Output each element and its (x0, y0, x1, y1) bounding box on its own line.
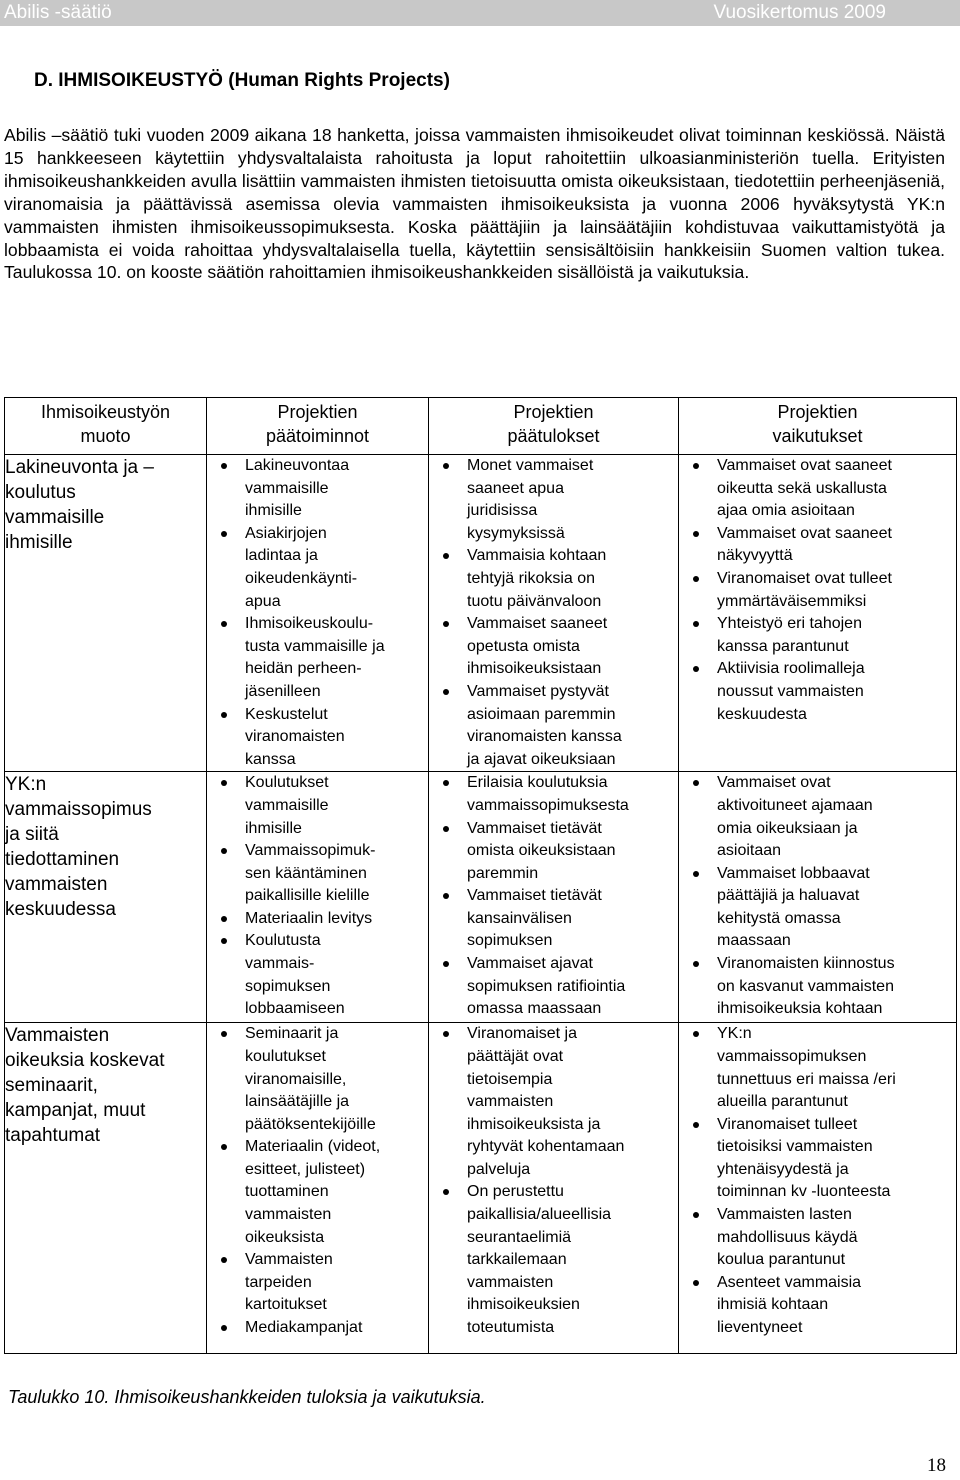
list-item: Ihmisoikeuskoulu- tusta vammaisille ja heidän perheen- jäsenilleen (207, 613, 428, 703)
activities-cell (207, 455, 429, 772)
list-item: Materiaalin (videot, esitteet, julisteet) tuottaminen vammaisten oikeuksista (207, 1136, 428, 1249)
list-item: Vammaiset tietävät omista oikeuksistaan paremmin (429, 818, 678, 886)
header-text: päätoiminnot (265, 426, 370, 446)
table-caption: Taulukko 10. Ihmisoikeushankkeiden tuloksia ja vaikutuksia. (8, 1387, 486, 1407)
list-item: Vammaiset tietävät kansainvälisen sopimuksen (429, 885, 678, 953)
table-row (5, 1023, 957, 1354)
header-cell-impacts (679, 398, 957, 455)
table-row (5, 455, 957, 772)
impacts-list (679, 1023, 956, 1339)
activities-list (207, 772, 428, 1021)
list-item: Vammaisten lasten mahdollisuus käydä koulua parantunut (679, 1204, 956, 1272)
list-item: Seminaarit ja koulutukset viranomaisille, lainsäätäjille ja päätöksentekijöille (207, 1023, 428, 1136)
results-list (429, 772, 678, 1021)
list-item: Koulutukset vammaisille ihmisille (207, 772, 428, 840)
results-cell (429, 455, 679, 772)
impacts-cell (679, 1023, 957, 1354)
header-text: vaikutukset (772, 426, 863, 446)
list-item: Lakineuvontaa vammaisille ihmisille (207, 455, 428, 523)
intro-paragraph: Abilis –säätiö tuki vuoden 2009 aikana 18 hanketta, joissa vammaisten ihmisoikeudet olivat toiminnan keskiössä. Näistä 15 hankkeeseen käytettiin yhdysvaltalaista rahoitusta ja loput rahoitettiin ulkoasianministeriön tuella. Erityisten ihmisoikeushankkeiden avulla lisättiin vammaisten ihmisten tietoisuutta omista oikeuksistaan, tiedotettiin perheenjäseniä, viranomaisia ja päättävissä asemissa olevia vammaisten ihmisoikeuksista ja vuonna 2006 hyväksytystä YK:n vammaisten ihmisten ihmisoikeussopimuksesta. Koska päättäjiin ja lainsäätäjiin kohdistuvaa vaikuttamistyötä ja lobbaamista ei voida rahoittaa yhdysvaltalaisella tuella, käytettiin sensisältöisiin hankkeisiin Suomen valtion tukea. Taulukossa 10. on kooste säätiön rahoittamien ihmisoikeushankkeiden sisällöistä ja vaikutuksia. (4, 125, 945, 283)
list-item: Vammaisten tarpeiden kartoitukset (207, 1249, 428, 1317)
table-row (5, 772, 957, 1023)
results-cell (429, 1023, 679, 1354)
header-cell-activities (207, 398, 429, 455)
list-item: Vammaisia kohtaan tehtyjä rikoksia on tuotu päivänvaloon (429, 545, 678, 613)
impacts-list (679, 772, 956, 1021)
list-item: Vammaiset pystyvät asioimaan paremmin viranomaisten kanssa ja ajavat oikeuksiaan (429, 681, 678, 771)
list-item: On perustettu paikallisia/alueellisia seurantaelimiä tarkkailemaan vammaisten ihmisoikeuksien toteutumista (429, 1181, 678, 1339)
list-item: Koulutusta vammais- sopimuksen lobbaamiseen (207, 930, 428, 1020)
list-item: Keskustelut viranomaisten kanssa (207, 704, 428, 772)
list-item: Vammaiset ajavat sopimuksen ratifiointia omassa maassaan (429, 953, 678, 1021)
impacts-cell (679, 772, 957, 1023)
type-cell (5, 455, 207, 772)
activities-list (207, 455, 428, 771)
list-item: Viranomaiset ja päättäjät ovat tietoisempia vammaisten ihmisoikeuksista ja ryhtyvät kohentamaan palveluja (429, 1023, 678, 1181)
type-text: Lakineuvonta ja – koulutus vammaisille ihmisille (5, 457, 154, 553)
list-item: Monet vammaiset saaneet apua juridisissa kysymyksissä (429, 455, 678, 545)
list-item: Vammaiset ovat aktivoituneet ajamaan omia oikeuksiaan ja asioitaan (679, 772, 956, 862)
table-header-row (5, 398, 957, 455)
header-report-title: Vuosikertomus 2009 (713, 2, 886, 23)
list-item: Aktiivisia roolimalleja noussut vammaisten keskuudesta (679, 658, 956, 726)
projects-table (4, 397, 957, 1354)
type-text: Vammaisten oikeuksia koskevat seminaarit, kampanjat, muut tapahtumat (5, 1025, 165, 1147)
header-text: Projektien (513, 402, 594, 422)
page-number: 18 (927, 1455, 946, 1476)
list-item: Viranomaiset ovat tulleet ymmärtäväisemmiksi (679, 568, 956, 613)
results-list (429, 455, 678, 771)
header-cell-results (429, 398, 679, 455)
header-text: Projektien (777, 402, 858, 422)
header-text: muoto (80, 426, 131, 446)
activities-cell (207, 1023, 429, 1354)
list-item: Asenteet vammaisia ihmisiä kohtaan lieventyneet (679, 1272, 956, 1340)
list-item: Erilaisia koulutuksia vammaissopimuksesta (429, 772, 678, 817)
list-item: YK:n vammaissopimuksen tunnettuus eri maissa /eri alueilla parantunut (679, 1023, 956, 1113)
type-text: YK:n vammaissopimus ja siitä tiedottaminen vammaisten keskuudessa (5, 774, 152, 921)
list-item: Asiakirjojen ladintaa ja oikeudenkäynti- apua (207, 523, 428, 613)
list-item: Vammaiset ovat saaneet näkyvyyttä (679, 523, 956, 568)
type-cell (5, 1023, 207, 1354)
list-item: Materiaalin levitys (207, 908, 428, 931)
list-item: Yhteistyö eri tahojen kanssa parantunut (679, 613, 956, 658)
activities-cell (207, 772, 429, 1023)
results-list (429, 1023, 678, 1339)
impacts-list (679, 455, 956, 726)
list-item: Vammaiset saaneet opetusta omista ihmisoikeuksistaan (429, 613, 678, 681)
header-text: Ihmisoikeustyön (40, 402, 171, 422)
impacts-cell (679, 455, 957, 772)
list-item: Viranomaisten kiinnostus on kasvanut vammaisten ihmisoikeuksia kohtaan (679, 953, 956, 1021)
page-header (0, 0, 960, 26)
header-text: Projektien (277, 402, 358, 422)
list-item: Vammaissopimuk- sen kääntäminen paikallisille kielille (207, 840, 428, 908)
type-cell (5, 772, 207, 1023)
list-item: Vammaiset ovat saaneet oikeutta sekä uskallusta ajaa omia asioitaan (679, 455, 956, 523)
header-cell-type (5, 398, 207, 455)
list-item: Viranomaiset tulleet tietoisiksi vammaisten yhtenäisyydestä ja toiminnan kv -luonteesta (679, 1114, 956, 1204)
section-title: D. IHMISOIKEUSTYÖ (Human Rights Projects) (34, 70, 450, 91)
header-text: päätulokset (507, 426, 600, 446)
header-organization: Abilis -säätiö (4, 2, 112, 23)
list-item: Mediakampanjat (207, 1317, 428, 1340)
list-item: Vammaiset lobbaavat päättäjiä ja haluavat kehitystä omassa maassaan (679, 863, 956, 953)
results-cell (429, 772, 679, 1023)
activities-list (207, 1023, 428, 1339)
